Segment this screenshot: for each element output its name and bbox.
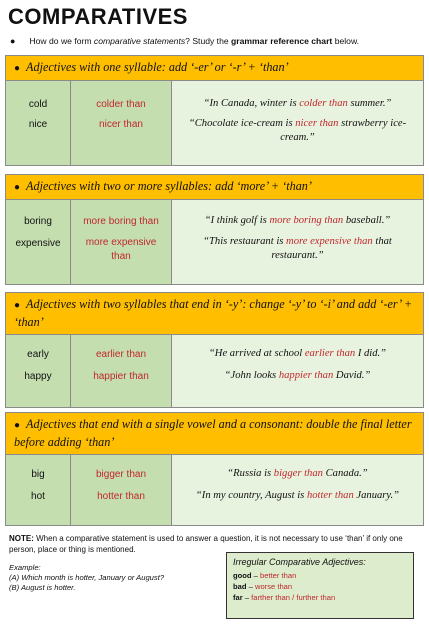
adjective: hot	[31, 491, 45, 503]
example-sentence: “In Canada, winter is colder than summer.”	[203, 97, 392, 109]
bullet-icon: ●	[14, 63, 21, 74]
comparative: colder than	[96, 98, 146, 110]
comparative: hotter than	[97, 491, 145, 503]
example-sentence: “Russia is bigger than Canada.”	[227, 468, 368, 480]
adjective: boring	[24, 215, 52, 227]
adjective: nice	[28, 118, 48, 130]
note-label: NOTE:	[9, 534, 34, 543]
bullet-icon: ●	[14, 182, 21, 193]
section-header-text: Adjectives with one syllable: add ‘-er’ or ‘-r’ + ‘than’	[26, 60, 289, 74]
page-title: COMPARATIVES	[8, 4, 188, 29]
intro-line	[10, 36, 359, 46]
section-double-consonant	[5, 412, 424, 526]
intro-text-4: grammar reference chart	[231, 36, 333, 46]
example-sentence: “Chocolate ice-cream is nicer than strawberry ice-cream.”	[188, 117, 407, 144]
example-sentence: “John looks happier than David.”	[224, 370, 371, 382]
adjective: happy	[24, 371, 52, 383]
irregular-title: Irregular Comparative Adjectives:	[233, 557, 366, 567]
comparative: more boring than	[83, 215, 159, 227]
example-sentence: “In my country, August is hotter than January.”	[195, 490, 400, 502]
example-label: Example:	[9, 563, 41, 572]
section-header-text: Adjectives with two or more syllables: add ‘more’ + ‘than’	[26, 179, 312, 193]
comparative: happier than	[93, 371, 149, 383]
bullet-icon: ●	[10, 36, 16, 46]
bullet-icon: ●	[14, 300, 21, 311]
intro-text-2: comparative statements	[93, 36, 186, 46]
irregular-item: bad – worse than	[233, 582, 293, 591]
section-header-text: Adjectives with two syllables that end in ‘-y’: change ‘-y’ to ‘-i’ and add ‘-er’ + ‘than’	[14, 297, 413, 329]
example-sentence: “This restaurant is more expensive than that restaurant.”	[203, 235, 392, 262]
section-ending-y	[5, 292, 424, 408]
adjective: expensive	[15, 237, 61, 249]
example-answer: (B) August is hotter.	[9, 582, 76, 592]
section-two-syllables	[5, 174, 424, 285]
adjective: cold	[28, 98, 48, 110]
section-header	[6, 413, 423, 455]
comparative: nicer than	[99, 118, 143, 130]
bullet-icon: ●	[14, 420, 21, 431]
section-one-syllable	[5, 55, 424, 166]
intro-text-5: below.	[332, 36, 360, 46]
irregular-item: far – farther than / further than	[233, 593, 336, 602]
comparative: more expensive than	[85, 236, 157, 262]
section-header	[6, 175, 423, 200]
irregular-adjectives-box	[226, 552, 414, 619]
intro-text-1: How do we form	[29, 36, 94, 46]
example-block	[9, 563, 164, 593]
intro-text-3: ? Study the	[185, 36, 232, 46]
section-header	[6, 293, 423, 335]
adjective: big	[31, 469, 45, 481]
example-sentence: “I think golf is more boring than baseball.”	[204, 214, 391, 226]
comparative: earlier than	[95, 349, 147, 361]
comparative: bigger than	[95, 469, 147, 481]
adjective: early	[27, 349, 49, 361]
section-header	[6, 56, 423, 81]
example-question: (A) Which month is hotter, January or August?	[9, 572, 165, 582]
note-text: When a comparative statement is used to answer a question, it is not necessary to use ‘than’ if only one person, place or thing is mentioned.	[9, 534, 403, 554]
irregular-item: good – better than	[233, 571, 297, 580]
example-sentence: “He arrived at school earlier than I did.”	[208, 348, 387, 360]
section-header-text: Adjectives that end with a single vowel and a consonant: double the final letter before adding ‘than’	[14, 417, 412, 449]
